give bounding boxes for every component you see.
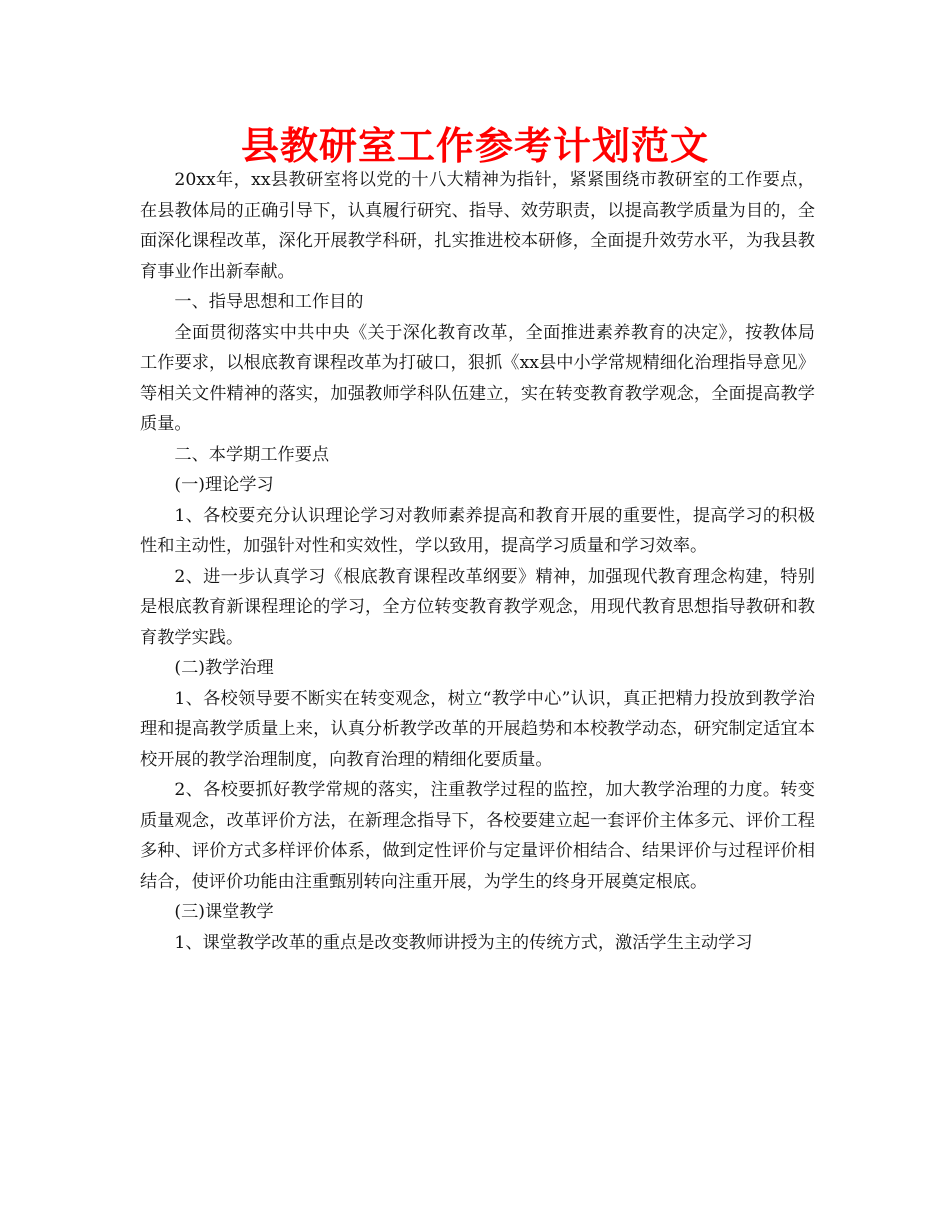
management-item-2: 2、各校要抓好教学常规的落实，注重教学过程的监控，加大教学治理的力度。转变质量观念，改革评价方法，在新理念指导下，各校要建立起一套评价主体多元、评价工程多种、评价方式多样评价体系，做到定性评价与定量评价相结合、结果评价与过程评价相结合，使评价功能由注重甄别转向注重开展，为学生的终身开展奠定根底。 xyxy=(140,780,815,892)
subsection-heading-management: (二)教学治理 xyxy=(174,658,274,678)
management-item-1: 1、各校领导要不断实在转变观念，树立“教学中心”认识，真正把精力投放到教学治理和提高教学质量上来，认真分析教学改革的开展趋势和本校教学动态，研究制定适宜本校开展的教学治理制度，向教育治理的精细化要质量。 xyxy=(140,688,815,770)
guiding-thought-paragraph: 全面贯彻落实中共中央《关于深化教育改革，全面推进素养教育的决定》，按教体局工作要求，以根底教育课程改革为打破口，狠抓《xx县中小学常规精细化治理指导意见》等相关文件精神的落实，加强教师学科队伍建立，实在转变教育教学观念，全面提高教学质量。 xyxy=(140,322,815,434)
intro-paragraph: 20xx年，xx县教研室将以党的十八大精神为指针，紧紧围绕市教研室的工作要点，在县教体局的正确引导下，认真履行研究、指导、效劳职责，以提高教学质量为目的，全面深化课程改革，深化开展教学科研，扎实推进校本研修，全面提升效劳水平，为我县教育事业作出新奉献。 xyxy=(140,170,815,282)
subsection-heading-classroom: (三)课堂教学 xyxy=(174,902,274,922)
document-title: 县教研室工作参考计划范文 xyxy=(240,124,709,168)
classroom-item-1: 1、课堂教学改革的重点是改变教师讲授为主的传统方式，激活学生主动学习 xyxy=(174,932,753,953)
theory-item-2: 2、进一步认真学习《根底教育课程改革纲要》精神，加强现代教育理念构建，特别是根底教育新课程理论的学习，全方位转变教育教学观念，用现代教育思想指导教研和教育教学实践。 xyxy=(140,566,815,648)
theory-item-1: 1、各校要充分认识理论学习对教师素养提高和教育开展的重要性，提高学习的积极性和主动性，加强针对性和实效性，学以致用，提高学习质量和学习效率。 xyxy=(140,505,815,556)
subsection-heading-theory: (一)理论学习 xyxy=(174,475,274,495)
document-body xyxy=(140,165,815,958)
section-heading-1: 一、指导思想和工作目的 xyxy=(174,292,364,312)
section-heading-2: 二、本学期工作要点 xyxy=(174,444,330,465)
